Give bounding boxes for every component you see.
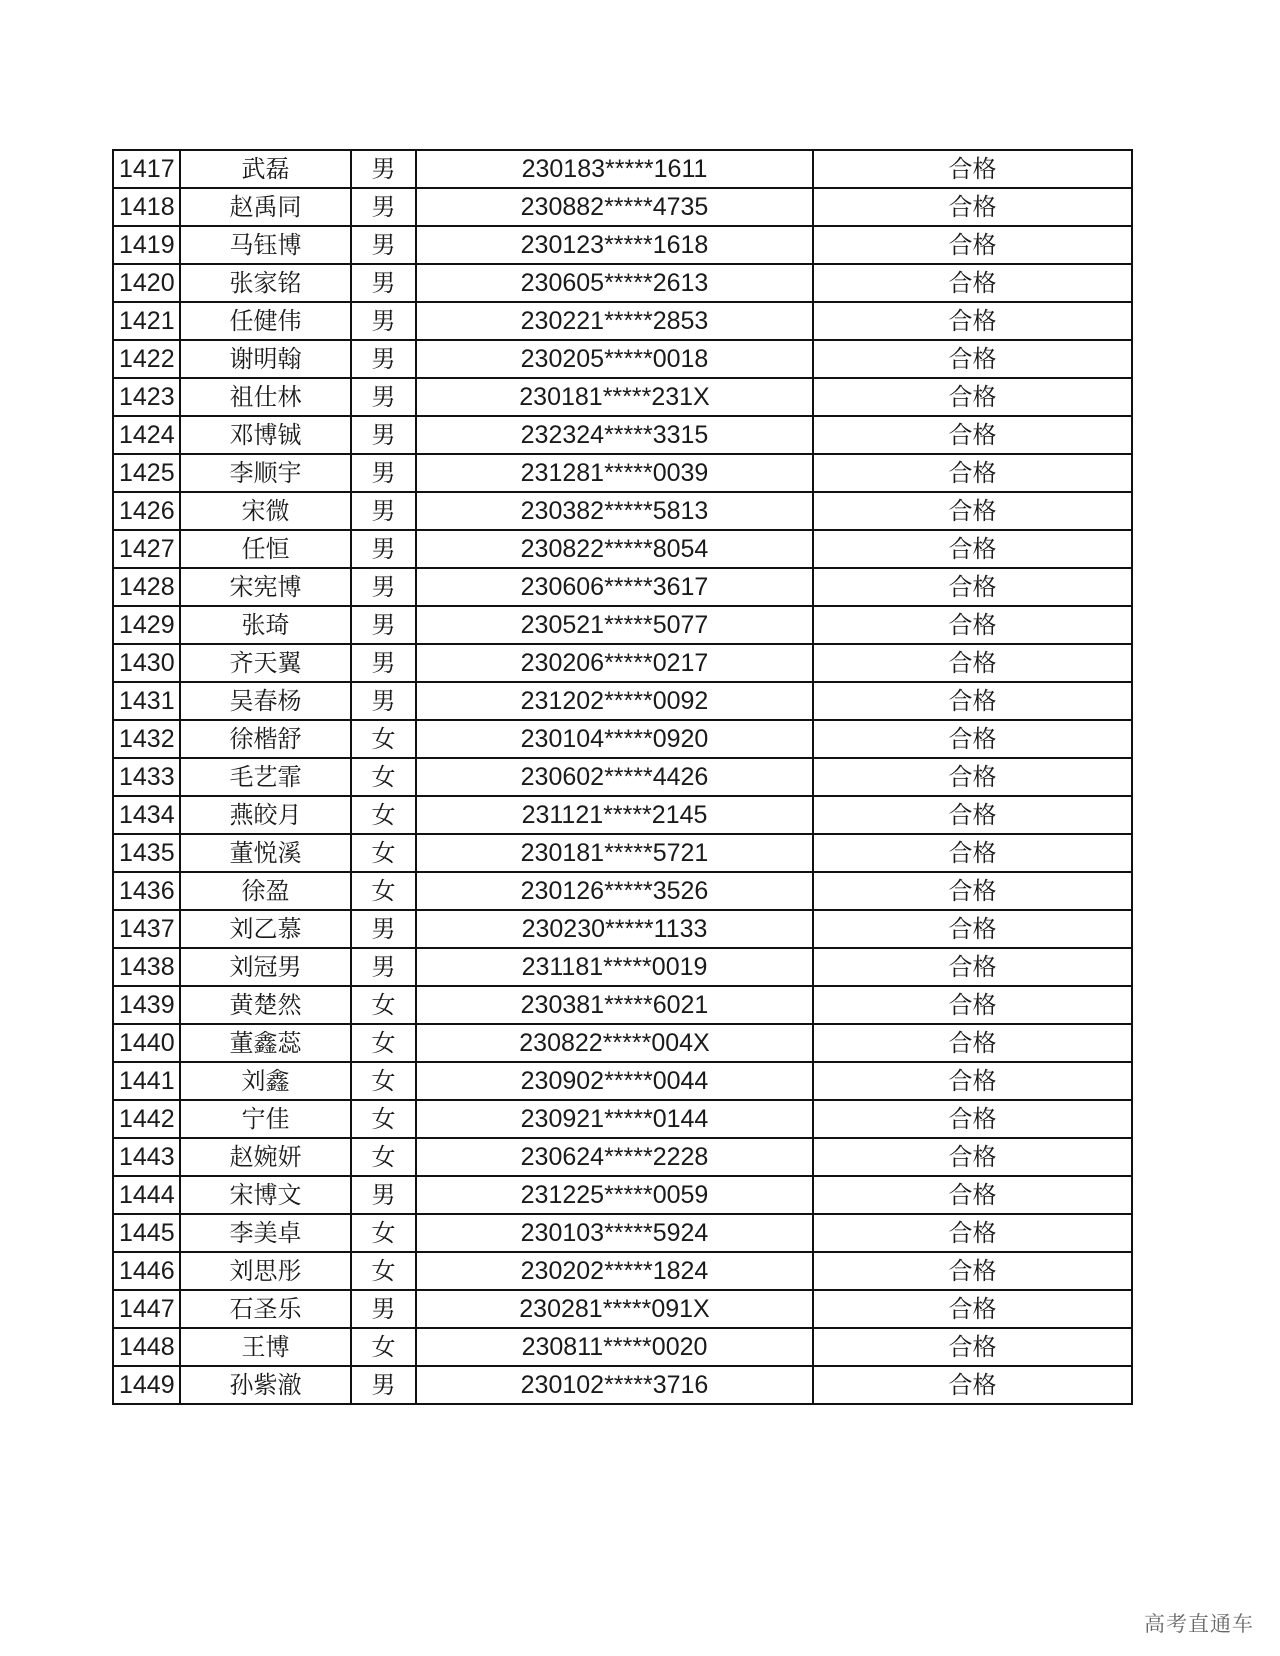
result-cell: 合格 bbox=[813, 568, 1132, 606]
id-number-cell: 230104*****0920 bbox=[416, 720, 813, 758]
name-cell: 李顺宇 bbox=[180, 454, 351, 492]
table-row bbox=[113, 150, 1132, 188]
table-row bbox=[113, 986, 1132, 1024]
result-cell: 合格 bbox=[813, 1214, 1132, 1252]
result-cell: 合格 bbox=[813, 1024, 1132, 1062]
serial-number-cell: 1430 bbox=[113, 644, 180, 682]
serial-number-cell: 1434 bbox=[113, 796, 180, 834]
table-row bbox=[113, 1290, 1132, 1328]
name-cell: 董悦溪 bbox=[180, 834, 351, 872]
serial-number-cell: 1425 bbox=[113, 454, 180, 492]
result-cell: 合格 bbox=[813, 264, 1132, 302]
id-number-cell: 231181*****0019 bbox=[416, 948, 813, 986]
gender-cell: 男 bbox=[351, 188, 416, 226]
name-cell: 张琦 bbox=[180, 606, 351, 644]
result-cell: 合格 bbox=[813, 682, 1132, 720]
id-number-cell: 230123*****1618 bbox=[416, 226, 813, 264]
name-cell: 刘鑫 bbox=[180, 1062, 351, 1100]
serial-number-cell: 1421 bbox=[113, 302, 180, 340]
serial-number-cell: 1436 bbox=[113, 872, 180, 910]
table-row bbox=[113, 302, 1132, 340]
id-number-cell: 230902*****0044 bbox=[416, 1062, 813, 1100]
table-row bbox=[113, 530, 1132, 568]
watermark-text: 高考直通车 bbox=[1144, 1612, 1254, 1636]
id-number-cell: 230103*****5924 bbox=[416, 1214, 813, 1252]
name-cell: 燕皎月 bbox=[180, 796, 351, 834]
result-cell: 合格 bbox=[813, 530, 1132, 568]
id-number-cell: 230221*****2853 bbox=[416, 302, 813, 340]
serial-number-cell: 1428 bbox=[113, 568, 180, 606]
name-cell: 刘思彤 bbox=[180, 1252, 351, 1290]
result-cell: 合格 bbox=[813, 302, 1132, 340]
name-cell: 吴春杨 bbox=[180, 682, 351, 720]
result-cell: 合格 bbox=[813, 796, 1132, 834]
table-row bbox=[113, 758, 1132, 796]
serial-number-cell: 1424 bbox=[113, 416, 180, 454]
gender-cell: 女 bbox=[351, 1062, 416, 1100]
name-cell: 石圣乐 bbox=[180, 1290, 351, 1328]
result-cell: 合格 bbox=[813, 834, 1132, 872]
id-number-cell: 230521*****5077 bbox=[416, 606, 813, 644]
gender-cell: 男 bbox=[351, 454, 416, 492]
serial-number-cell: 1426 bbox=[113, 492, 180, 530]
id-number-cell: 230102*****3716 bbox=[416, 1366, 813, 1404]
name-cell: 任恒 bbox=[180, 530, 351, 568]
table-row bbox=[113, 606, 1132, 644]
gender-cell: 女 bbox=[351, 986, 416, 1024]
result-cell: 合格 bbox=[813, 606, 1132, 644]
serial-number-cell: 1432 bbox=[113, 720, 180, 758]
serial-number-cell: 1446 bbox=[113, 1252, 180, 1290]
id-number-cell: 230882*****4735 bbox=[416, 188, 813, 226]
table-row bbox=[113, 682, 1132, 720]
gender-cell: 女 bbox=[351, 1214, 416, 1252]
id-number-cell: 231121*****2145 bbox=[416, 796, 813, 834]
table-row bbox=[113, 720, 1132, 758]
id-number-cell: 230206*****0217 bbox=[416, 644, 813, 682]
name-cell: 任健伟 bbox=[180, 302, 351, 340]
result-cell: 合格 bbox=[813, 1328, 1132, 1366]
name-cell: 邓博铖 bbox=[180, 416, 351, 454]
gender-cell: 女 bbox=[351, 834, 416, 872]
gender-cell: 男 bbox=[351, 150, 416, 188]
gender-cell: 男 bbox=[351, 948, 416, 986]
gender-cell: 男 bbox=[351, 606, 416, 644]
serial-number-cell: 1438 bbox=[113, 948, 180, 986]
result-cell: 合格 bbox=[813, 340, 1132, 378]
name-cell: 刘乙慕 bbox=[180, 910, 351, 948]
table-row bbox=[113, 226, 1132, 264]
serial-number-cell: 1443 bbox=[113, 1138, 180, 1176]
result-cell: 合格 bbox=[813, 1100, 1132, 1138]
table-row bbox=[113, 948, 1132, 986]
serial-number-cell: 1449 bbox=[113, 1366, 180, 1404]
id-number-cell: 230606*****3617 bbox=[416, 568, 813, 606]
name-cell: 张家铭 bbox=[180, 264, 351, 302]
id-number-cell: 230605*****2613 bbox=[416, 264, 813, 302]
gender-cell: 女 bbox=[351, 1100, 416, 1138]
gender-cell: 女 bbox=[351, 720, 416, 758]
id-number-cell: 230602*****4426 bbox=[416, 758, 813, 796]
table-row bbox=[113, 416, 1132, 454]
table-row bbox=[113, 1138, 1132, 1176]
gender-cell: 女 bbox=[351, 1138, 416, 1176]
result-cell: 合格 bbox=[813, 644, 1132, 682]
table-row bbox=[113, 188, 1132, 226]
serial-number-cell: 1427 bbox=[113, 530, 180, 568]
gender-cell: 男 bbox=[351, 492, 416, 530]
gender-cell: 男 bbox=[351, 416, 416, 454]
gender-cell: 男 bbox=[351, 682, 416, 720]
table-row bbox=[113, 568, 1132, 606]
id-number-cell: 231225*****0059 bbox=[416, 1176, 813, 1214]
serial-number-cell: 1422 bbox=[113, 340, 180, 378]
table-row bbox=[113, 834, 1132, 872]
name-cell: 谢明翰 bbox=[180, 340, 351, 378]
gender-cell: 女 bbox=[351, 872, 416, 910]
serial-number-cell: 1448 bbox=[113, 1328, 180, 1366]
id-number-cell: 230205*****0018 bbox=[416, 340, 813, 378]
name-cell: 宁佳 bbox=[180, 1100, 351, 1138]
gender-cell: 女 bbox=[351, 1252, 416, 1290]
roster-body bbox=[113, 150, 1132, 1404]
gender-cell: 男 bbox=[351, 910, 416, 948]
name-cell: 黄楚然 bbox=[180, 986, 351, 1024]
gender-cell: 女 bbox=[351, 1328, 416, 1366]
result-cell: 合格 bbox=[813, 1138, 1132, 1176]
gender-cell: 男 bbox=[351, 378, 416, 416]
serial-number-cell: 1433 bbox=[113, 758, 180, 796]
serial-number-cell: 1447 bbox=[113, 1290, 180, 1328]
id-number-cell: 230181*****231X bbox=[416, 378, 813, 416]
serial-number-cell: 1420 bbox=[113, 264, 180, 302]
name-cell: 王博 bbox=[180, 1328, 351, 1366]
serial-number-cell: 1435 bbox=[113, 834, 180, 872]
id-number-cell: 230281*****091X bbox=[416, 1290, 813, 1328]
result-cell: 合格 bbox=[813, 226, 1132, 264]
table-row bbox=[113, 1366, 1132, 1404]
id-number-cell: 230624*****2228 bbox=[416, 1138, 813, 1176]
id-number-cell: 230811*****0020 bbox=[416, 1328, 813, 1366]
gender-cell: 男 bbox=[351, 1366, 416, 1404]
serial-number-cell: 1429 bbox=[113, 606, 180, 644]
result-cell: 合格 bbox=[813, 986, 1132, 1024]
name-cell: 马钰博 bbox=[180, 226, 351, 264]
result-cell: 合格 bbox=[813, 416, 1132, 454]
id-number-cell: 230382*****5813 bbox=[416, 492, 813, 530]
id-number-cell: 230126*****3526 bbox=[416, 872, 813, 910]
result-cell: 合格 bbox=[813, 1062, 1132, 1100]
name-cell: 徐楷舒 bbox=[180, 720, 351, 758]
gender-cell: 男 bbox=[351, 302, 416, 340]
table-row bbox=[113, 1214, 1132, 1252]
serial-number-cell: 1444 bbox=[113, 1176, 180, 1214]
serial-number-cell: 1439 bbox=[113, 986, 180, 1024]
name-cell: 毛艺霏 bbox=[180, 758, 351, 796]
gender-cell: 男 bbox=[351, 226, 416, 264]
name-cell: 祖仕林 bbox=[180, 378, 351, 416]
result-cell: 合格 bbox=[813, 1176, 1132, 1214]
result-cell: 合格 bbox=[813, 910, 1132, 948]
id-number-cell: 232324*****3315 bbox=[416, 416, 813, 454]
result-cell: 合格 bbox=[813, 872, 1132, 910]
gender-cell: 男 bbox=[351, 340, 416, 378]
table-row bbox=[113, 644, 1132, 682]
roster-table bbox=[112, 149, 1133, 1405]
result-cell: 合格 bbox=[813, 492, 1132, 530]
name-cell: 宋博文 bbox=[180, 1176, 351, 1214]
name-cell: 齐天翼 bbox=[180, 644, 351, 682]
table-row bbox=[113, 1328, 1132, 1366]
result-cell: 合格 bbox=[813, 1290, 1132, 1328]
serial-number-cell: 1445 bbox=[113, 1214, 180, 1252]
gender-cell: 女 bbox=[351, 796, 416, 834]
result-cell: 合格 bbox=[813, 1366, 1132, 1404]
serial-number-cell: 1442 bbox=[113, 1100, 180, 1138]
id-number-cell: 230822*****8054 bbox=[416, 530, 813, 568]
gender-cell: 男 bbox=[351, 1176, 416, 1214]
result-cell: 合格 bbox=[813, 758, 1132, 796]
result-cell: 合格 bbox=[813, 948, 1132, 986]
id-number-cell: 231281*****0039 bbox=[416, 454, 813, 492]
table-row bbox=[113, 1024, 1132, 1062]
gender-cell: 女 bbox=[351, 758, 416, 796]
table-row bbox=[113, 492, 1132, 530]
gender-cell: 男 bbox=[351, 264, 416, 302]
id-number-cell: 231202*****0092 bbox=[416, 682, 813, 720]
serial-number-cell: 1417 bbox=[113, 150, 180, 188]
id-number-cell: 230183*****1611 bbox=[416, 150, 813, 188]
id-number-cell: 230822*****004X bbox=[416, 1024, 813, 1062]
id-number-cell: 230381*****6021 bbox=[416, 986, 813, 1024]
gender-cell: 男 bbox=[351, 644, 416, 682]
gender-cell: 男 bbox=[351, 568, 416, 606]
name-cell: 赵禹同 bbox=[180, 188, 351, 226]
result-cell: 合格 bbox=[813, 378, 1132, 416]
gender-cell: 男 bbox=[351, 1290, 416, 1328]
result-cell: 合格 bbox=[813, 720, 1132, 758]
name-cell: 宋宪博 bbox=[180, 568, 351, 606]
serial-number-cell: 1441 bbox=[113, 1062, 180, 1100]
result-cell: 合格 bbox=[813, 1252, 1132, 1290]
serial-number-cell: 1423 bbox=[113, 378, 180, 416]
name-cell: 徐盈 bbox=[180, 872, 351, 910]
gender-cell: 男 bbox=[351, 530, 416, 568]
id-number-cell: 230230*****1133 bbox=[416, 910, 813, 948]
result-cell: 合格 bbox=[813, 150, 1132, 188]
table-row bbox=[113, 1176, 1132, 1214]
name-cell: 武磊 bbox=[180, 150, 351, 188]
serial-number-cell: 1437 bbox=[113, 910, 180, 948]
name-cell: 孙紫澈 bbox=[180, 1366, 351, 1404]
id-number-cell: 230181*****5721 bbox=[416, 834, 813, 872]
table-row bbox=[113, 454, 1132, 492]
serial-number-cell: 1431 bbox=[113, 682, 180, 720]
name-cell: 李美卓 bbox=[180, 1214, 351, 1252]
id-number-cell: 230921*****0144 bbox=[416, 1100, 813, 1138]
gender-cell: 女 bbox=[351, 1024, 416, 1062]
table-row bbox=[113, 910, 1132, 948]
table-row bbox=[113, 1062, 1132, 1100]
serial-number-cell: 1440 bbox=[113, 1024, 180, 1062]
table-row bbox=[113, 1100, 1132, 1138]
name-cell: 董鑫蕊 bbox=[180, 1024, 351, 1062]
table-row bbox=[113, 872, 1132, 910]
name-cell: 宋微 bbox=[180, 492, 351, 530]
result-cell: 合格 bbox=[813, 454, 1132, 492]
result-cell: 合格 bbox=[813, 188, 1132, 226]
serial-number-cell: 1418 bbox=[113, 188, 180, 226]
table-row bbox=[113, 796, 1132, 834]
name-cell: 赵婉妍 bbox=[180, 1138, 351, 1176]
name-cell: 刘冠男 bbox=[180, 948, 351, 986]
id-number-cell: 230202*****1824 bbox=[416, 1252, 813, 1290]
table-row bbox=[113, 378, 1132, 416]
table-row bbox=[113, 340, 1132, 378]
serial-number-cell: 1419 bbox=[113, 226, 180, 264]
table-row bbox=[113, 1252, 1132, 1290]
table-row bbox=[113, 264, 1132, 302]
